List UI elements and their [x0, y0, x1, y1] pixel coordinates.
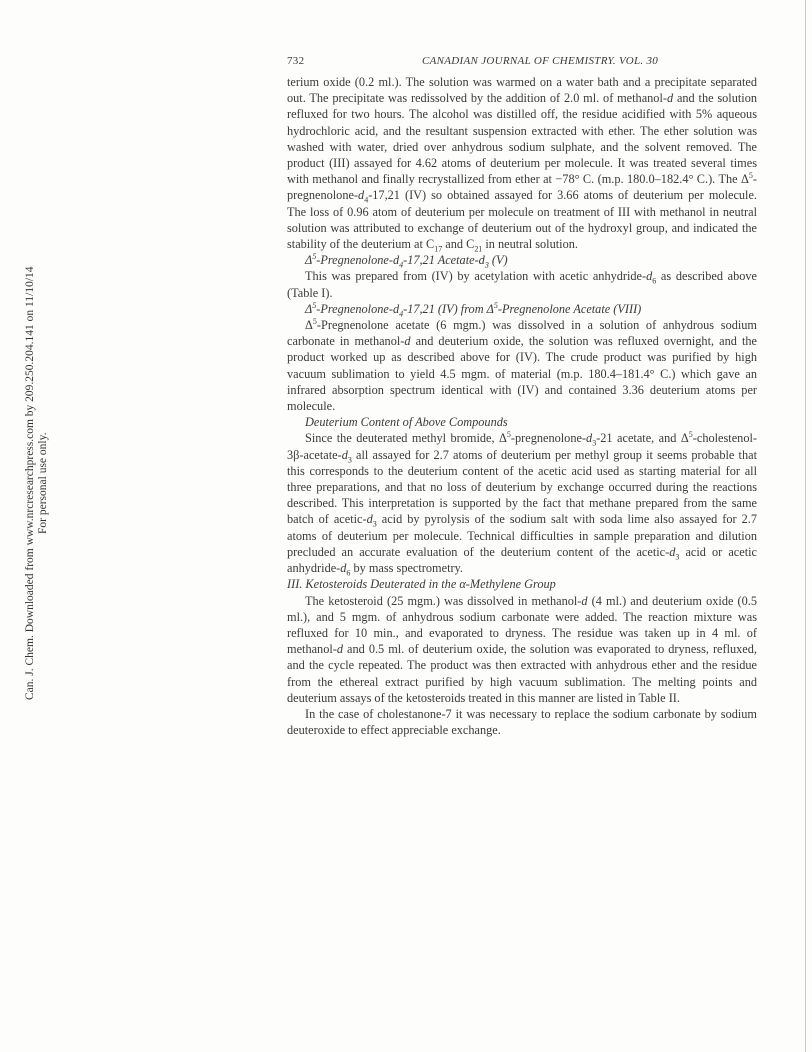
section-heading: $\Delta^5-Pregnenolone-d_4-17,21$ (IV) from $\Delta^5$-Pregnenolone Acetate (VIII) [305, 300, 642, 319]
paragraph: This was prepared from (IV) by acetylation with acetic anhydride-$d_6$ as described above (Table I). [287, 269, 757, 300]
paragraph: The ketosteroid (25 mgm.) was dissolved in methanol-d (4 ml.) and deuterium oxide (0.5 ml.), and 5 mgm. of anhydrous sodium carbonate were added. The reaction mixture was refluxed for 10 min., and evaporated to dryness. The residue was taken up in 4 ml. of methanol-d and 0.5 ml. of deuterium oxide, the solution was evaporated to dryness, refluxed, and the cycle repeated. The product was then extracted with anhydrous ether and the residue from the ethereal extract purified by high vacuum sublimation. The melting points and deuterium assays of the ketosteroids treated in this manner are listed in Table II. [287, 593, 758, 705]
paragraph: Since the deuterated methyl bromide, $\Delta^5-pregnenolone-d_3-21$ acetate, and $\Delta^5-cholestenol-3\beta-acetate-d_3$ all assayed for 2.7 atoms of deuterium per methyl group it seems probable that this corresponds to the deuterium content of the acetic acid used as starting material for all three preparations, and that no loss of deuterium by exchange occurred during the reactions described. This interpretation is supported by the fact that methane prepared from the same batch of acetic-$d_3$ acid by pyrolysis of the sodium salt with soda lime also assayed for 2.7 atoms of deuterium per molecule. Technical difficulties in sample preparation and dilution precluded an accurate evaluation of the deuterium content of the acetic-$d_3$ acid or acetic anhydride-$d_6$ by mass spectrometry. [287, 430, 758, 578]
download-watermark [24, 266, 50, 700]
section-heading: III. Ketosteroids Deuterated in the α-Methylene Group [287, 577, 556, 592]
personal-use-notice: For personal use only. [37, 432, 49, 534]
page-edge-line [805, 0, 806, 1052]
section-heading: Deuterium Content of Above Compounds [305, 415, 508, 430]
paragraph: $\Delta^5$-Pregnenolone acetate (6 mgm.) was dissolved in a solution of anhydrous sodium carbonate in methanol-d and deuterium oxide, the solution was refluxed overnight, and the product worked up as described above for (IV). The crude product was purified by high vacuum sublimation to yield 4.5 mgm. of material (m.p. 180.4–181.4° C.) which gave an infrared absorption spectrum identical with (IV) and contained 3.36 deuterium atoms per molecule. [287, 316, 757, 414]
page-number: 732 [287, 55, 305, 67]
download-notice: Can. J. Chem. Downloaded from www.nrcresearchpress.com by 209.250.204.141 on 11/10/14 [24, 266, 36, 700]
body-text [287, 74, 757, 738]
paragraph: In the case of cholestanone-7 it was necessary to replace the sodium carbonate by sodium deuteroxide to effect appreciable exchange. [287, 706, 757, 738]
section-heading: $\Delta^5-Pregnenolone-d_4-17,21$ Acetate-$d_3$ (V) [305, 252, 508, 270]
paragraph-continued: terium oxide (0.2 ml.). The solution was warmed on a water bath and a precipitate separated out. The precipitate was redissolved by the addition of 2.0 ml. of methanol-d and the solution refluxed for two hours. The alcohol was distilled off, the residue acidified with 5% aqueous hydrochloric acid, and the resultant suspension extracted with ether. The ether solution was washed with water, dried over anhydrous sodium sulphate, and the solvent removed. The product (III) assayed for 4.62 atoms of deuterium per molecule. It was treated several times with methanol and finally recrystallized from ether at −78° C. (m.p. 180.0–182.4° C.). The $\Delta^5-pregnenolone-d_4-17,21$ (IV) so obtained assayed for 3.66 atoms of deuterium per molecule. The loss of 0.96 atom of deuterium per molecule on treatment of III with methanol in neutral solution was attributed to exchange of deuterium out of the hydroxyl group, and indicated the stability of the deuterium at $C_{17}$ and $C_{21}$ in neutral solution. [287, 75, 757, 254]
running-head: CANADIAN JOURNAL OF CHEMISTRY. VOL. 30 [422, 55, 659, 67]
